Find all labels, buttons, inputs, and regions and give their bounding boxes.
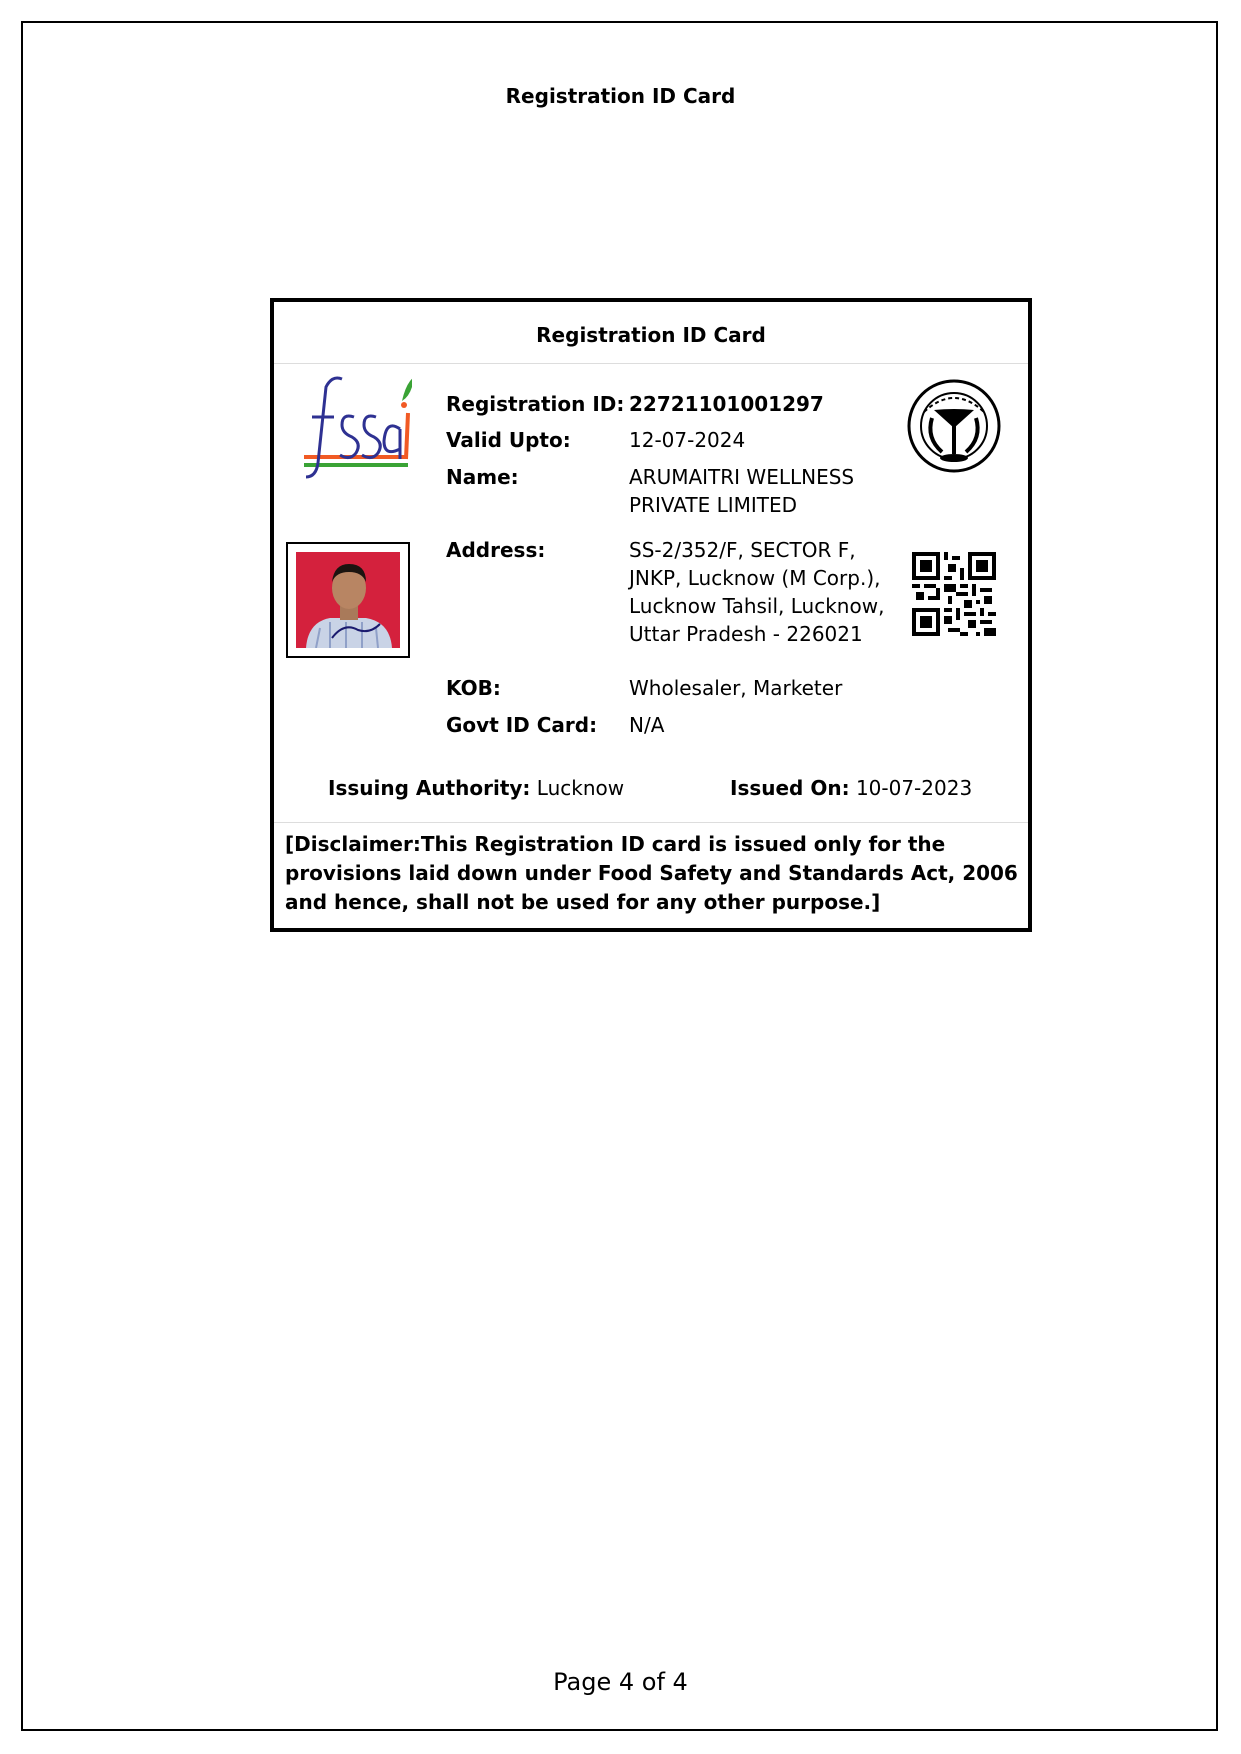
disclaimer-divider <box>274 822 1028 823</box>
applicant-photo <box>286 542 410 658</box>
govt-id-card-value: N/A <box>629 713 665 737</box>
issued-on-label: Issued On: <box>730 776 850 800</box>
page-title: Registration ID Card <box>505 84 736 108</box>
issuing-authority <box>328 776 624 800</box>
card-title-divider <box>274 363 1028 364</box>
kob-value: Wholesaler, Marketer <box>629 676 843 700</box>
fssai-logo <box>302 373 412 485</box>
field-label: Address: <box>446 538 546 562</box>
card-title: Registration ID Card <box>536 323 766 347</box>
issued-on-value: 10-07-2023 <box>855 776 973 800</box>
disclaimer-text: [Disclaimer:This Registration ID card is issued only for the provisions laid down under Food Safety and Standards Act, 2006 and hence, shall not be used for any other purpose.] <box>285 832 1018 914</box>
registration-id-card <box>270 298 1032 932</box>
issued-on <box>730 776 972 800</box>
valid-upto-value: 12-07-2024 <box>629 428 746 452</box>
name-value: ARUMAITRI WELLNESS PRIVATE LIMITED <box>629 465 855 517</box>
address-value: SS-2/352/F, SECTOR F, JNKP, Lucknow (M Corp.), Lucknow Tahsil, Lucknow, Uttar Pradesh - 226021 <box>629 538 885 646</box>
issuing-authority-label: Issuing Authority: <box>328 776 531 800</box>
registration-id-value: 22721101001297 <box>629 392 824 416</box>
field-label: KOB: <box>446 676 501 700</box>
uttar-pradesh-emblem-icon <box>906 378 1002 474</box>
page-number: Page 4 of 4 <box>553 1668 688 1696</box>
field-label: Valid Upto: <box>446 428 571 452</box>
issuing-authority-value: Lucknow <box>536 776 625 800</box>
field-label: Govt ID Card: <box>446 713 598 737</box>
field-label: Registration ID: <box>446 392 625 416</box>
qr-code-icon[interactable] <box>912 552 996 636</box>
field-label: Name: <box>446 465 519 489</box>
